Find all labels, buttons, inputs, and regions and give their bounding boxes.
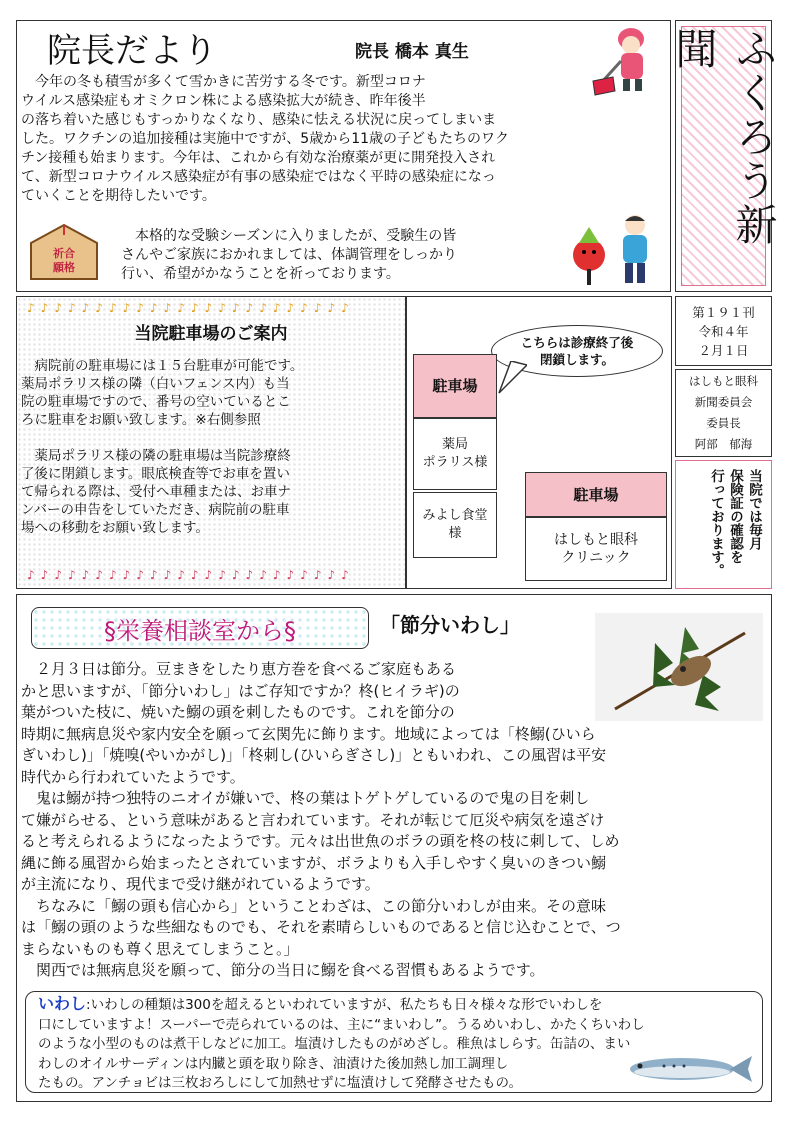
director-paragraph-2: 本格的な受験シーズンに入りましたが、受験生の皆 さんやご家族におかれましては、体調管理をしっかり 行い、希望がかなうことを祈っております。 (121, 228, 457, 282)
parking-paragraph-2: 薬局ポラリス様の隣の駐車場は当院診療終 了後に閉鎖します。眼底検査等でお車を置い て帰られる際は、受付へ車種または、お車ナ ンバーの申告をしていただき、病院前の駐車 場への移動をお願い致します。 (21, 448, 291, 536)
issue-date: ２月１日 (698, 342, 749, 358)
newspaper-title: ふくろう新聞 (669, 27, 779, 247)
nutrition-body (21, 659, 769, 982)
parking-body (21, 357, 403, 537)
iwashi-label: いわし (38, 994, 87, 1013)
sardine-icon (624, 1052, 754, 1086)
nutrition-badge: §栄養相談室から§ (31, 607, 369, 649)
parking-title: 当院駐車場のご案内 (134, 324, 288, 344)
map-pharmacy-polaris: 薬局 ポラリス様 (413, 418, 497, 490)
ema-text: 祈合 願格 (53, 247, 75, 274)
map-parking-lot-1: 駐車場 (413, 354, 497, 418)
masthead-panel (669, 26, 779, 286)
student-with-charm-illustration (565, 211, 665, 289)
nutrition-intro: ２月３日は節分。豆まきをしたり恵方巻を食べるご家庭もある かと思いますが、「節分いわし」はご存知ですか？柊(ヒイラギ)の 葉がついた枝に、焼いた鰯の頭を刺したものです。これを節分の (21, 660, 460, 721)
masthead (669, 20, 779, 292)
parking-paragraph-1: 病院前の駐車場には１５台駐車が可能です。 薬局ポラリス様の隣（白いフェンス内）も当 院の駐車場ですので、番号の空いているとこ ろに駐車をお願い致します。※右側参照 (21, 358, 304, 428)
issue-info (675, 296, 772, 366)
map-parking-lot-2: 駐車場 (525, 472, 667, 517)
music-notes-bottom: ♪♪♪♪♪♪♪♪♪♪♪♪♪♪♪♪♪♪♪♪♪♪♪♪ (27, 568, 355, 582)
issue-number: 第１９１刊 (692, 304, 755, 320)
director-section (16, 20, 671, 292)
director-name: 院長 橋本 真生 (355, 42, 469, 62)
map-miyoshi-restaurant: みよし食堂 様 (413, 492, 497, 558)
committee-line-2: 新聞委員会 (694, 395, 753, 409)
iwashi-info-box (25, 991, 763, 1093)
closure-bubble-text: こちらは診療終了後 閉鎖します。 (520, 335, 634, 367)
committee-info (675, 369, 772, 457)
parking-section (16, 296, 406, 589)
parking-map (406, 296, 672, 589)
director-title: 院長だより (47, 31, 217, 71)
director-paragraph-1: 今年の冬も積雪が多くて雪かきに苦労する冬です。新型コロナ ウイルス感染症もオミクロン株による感染拡大が続き、昨年後半 の落ち着いた感じもすっかりなくなり、感染に怯える状況に戻ってしまいま した。ワクチンの追加接種は実施中ですが、5歳から11歳の子どもたちのワク チン接種も始まります。今年は、これから有効な治療薬が更に開発投入され て、新型コロナウイルス感染症が有事の感染症ではなく平時の感染症になっ ていくことを期待したいです。 (21, 74, 510, 204)
committee-line-3: 委員長 (706, 416, 741, 430)
committee-line-1: はしもと眼科 (689, 374, 758, 388)
map-hashimoto-clinic: はしもと眼科 クリニック (525, 517, 667, 581)
nutrition-text: 時期に無病息災や家内安全を願って玄関先に飾ります。地域によっては「柊鰯(ひいら ぎいわし)」「焼嗅(やいかがし)」「柊刺し(ひいらぎさし)」ともいわれ、この風習は平安 時代から行われていたようです。 鬼は鰯が持つ独特のニオイが嫌いで、柊の葉はトゲトゲしているので鬼の目を刺し て嫌がらせる、という意味があると言われています。それが転じて厄災や病気を遠ざけ ると考えられるようになったようです。元々は出世魚のボラの頭を柊の枝に刺して、しめ 縄に飾る風習から始まったとされていますが、ボラよりも入手しやすく臭いのきつい鰯 が主流になり、現代まで受け継がれているようです。 ちなみに「鰯の頭も信心から」ということわざは、この節分いわしが由来。その意味 は「鰯の頭のような些細なものでも、それを素晴らしいものであると信じ込むことで、つ まらないものも尊く思えてしまうこと。」 関西では無病息災を願って、節分の当日に鰯を食べる習慣もあるようです。 (21, 724, 621, 979)
issue-era: 令和４年 (698, 323, 749, 339)
bubble-tail (497, 361, 527, 395)
director-body (21, 73, 661, 206)
music-notes-top: ♪♪♪♪♪♪♪♪♪♪♪♪♪♪♪♪♪♪♪♪♪♪♪♪ (27, 301, 355, 315)
nutrition-section (16, 594, 772, 1102)
ema-illustration (25, 221, 103, 283)
insurance-notice (675, 460, 772, 589)
director-body-2 (121, 227, 581, 284)
snow-shoveling-illustration (591, 25, 663, 97)
nutrition-subtitle: 「節分いわし」 (380, 613, 520, 637)
insurance-notice-text: 当院では毎月 保険証の確認を 行っております。 (708, 469, 762, 577)
iwashi-description: :いわしの種類は300を超えるといわれていますが、私たちも日々様々な形でいわしを 口にしていますよ！スーパーで売られているのは、主に“まいわし”。うるめいわし、かたくちいわし のような小型のものは煮干しなどに加工。塩漬けしたものがめざし。稚魚はしらす。缶詰の、まい わしのオイルサーディンは内臓と頭を取り除き、油漬けた後加熱し加工調理し たもの。アンチョビは三枚おろしにして加熱せずに塩漬けして発酵させたもの。 (38, 997, 645, 1091)
committee-line-4: 阿部 郁海 (694, 437, 753, 451)
